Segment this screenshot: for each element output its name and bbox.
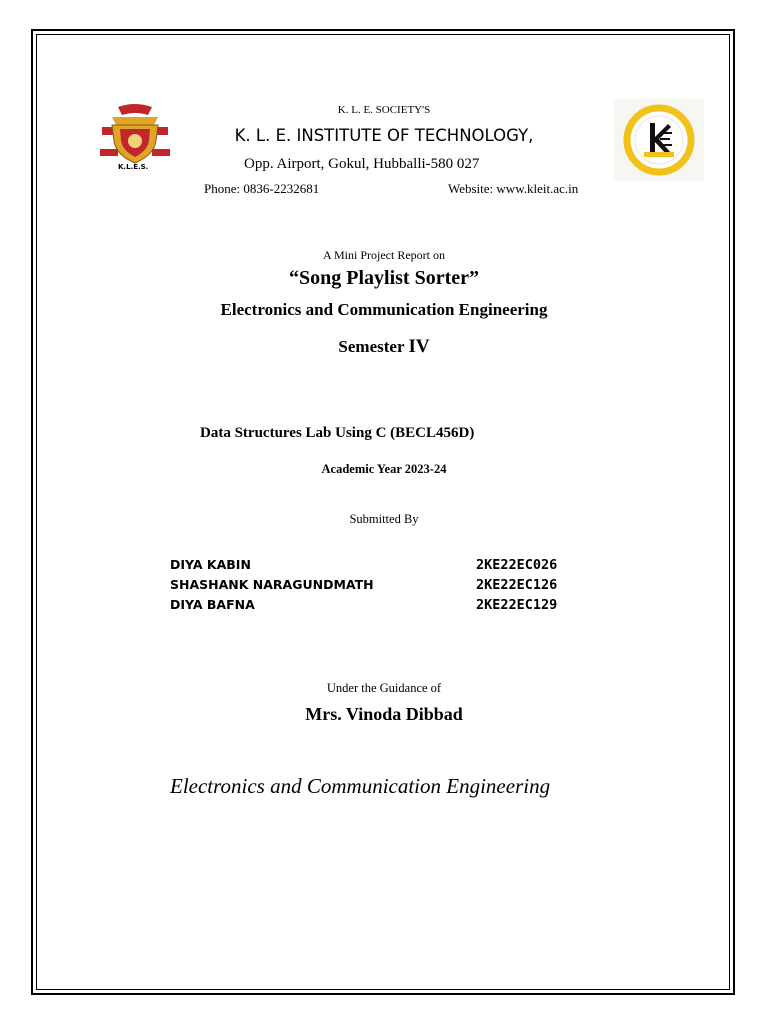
semester-value: IV [408, 336, 430, 357]
institute-phone: Phone: 0836-2232681 [204, 181, 320, 196]
student-row [170, 597, 590, 617]
student-usn: 2KE22EC026 [476, 557, 558, 573]
student-usn: 2KE22EC129 [476, 597, 558, 613]
student-name: DIYA KABIN [170, 557, 251, 572]
semester [0, 336, 768, 358]
student-name: SHASHANK NARAGUNDMATH [170, 577, 374, 592]
student-list [170, 557, 590, 617]
department-name: Electronics and Communication Engineering [220, 300, 548, 319]
student-row [170, 557, 590, 577]
submitted-by-label: Submitted By [349, 512, 419, 526]
student-name: DIYA BAFNA [170, 597, 255, 612]
semester-label: Semester [338, 337, 405, 356]
institute-address: Opp. Airport, Gokul, Hubballi-580 027 [244, 156, 480, 172]
kles-logo-caption: K.L.E.S. [118, 163, 149, 171]
institute-name: K. L. E. INSTITUTE OF TECHNOLOGY, [234, 126, 534, 145]
student-row [170, 577, 590, 597]
institute-website: Website: www.kleit.ac.in [448, 181, 579, 196]
report-intro: A Mini Project Report on [323, 248, 445, 262]
project-title: “Song Playlist Sorter” [289, 267, 479, 289]
academic-year: Academic Year 2023-24 [321, 462, 447, 476]
guidance-label: Under the Guidance of [326, 681, 442, 695]
footer-department: Electronics and Communication Engineering [170, 774, 551, 798]
course-name: Data Structures Lab Using C (BECL456D) [200, 425, 475, 441]
student-usn: 2KE22EC126 [476, 577, 558, 593]
society-name: K. L. E. SOCIETY'S [337, 104, 431, 116]
guide-name: Mrs. Vinoda Dibbad [305, 704, 463, 724]
